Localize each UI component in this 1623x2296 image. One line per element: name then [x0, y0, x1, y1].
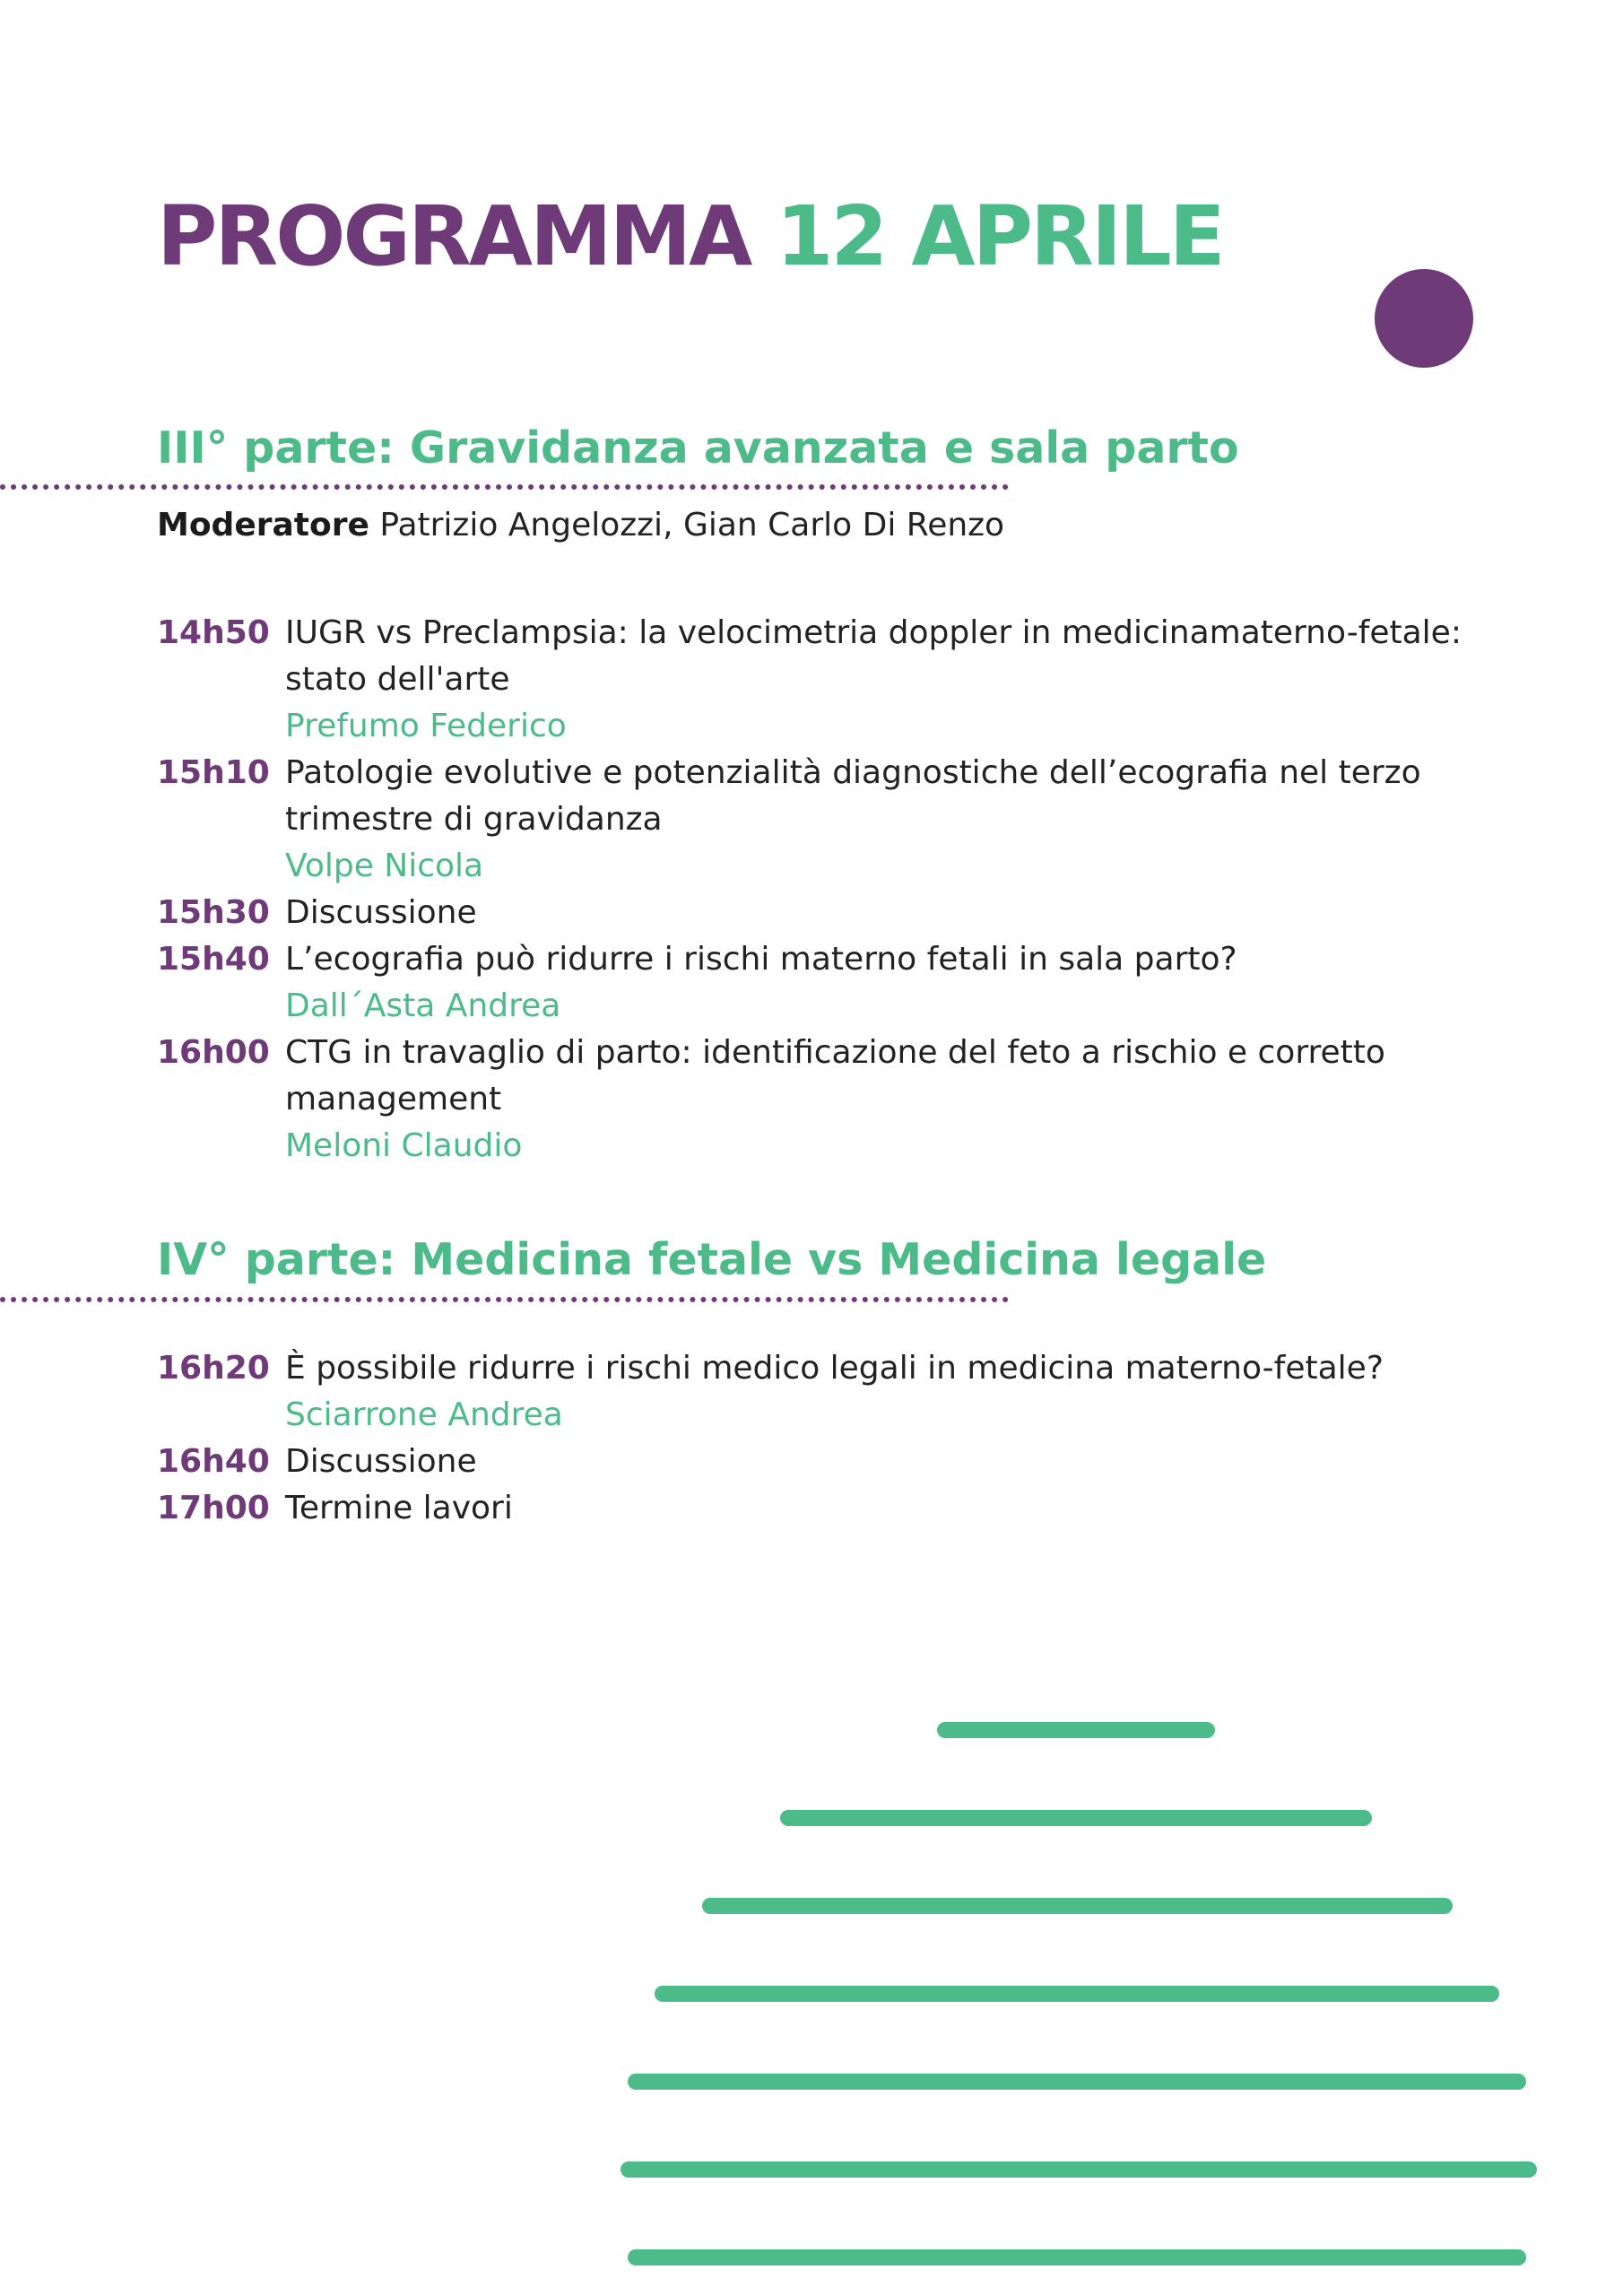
agenda-time: 16h20: [157, 1350, 270, 1387]
title-date: 12 APRILE: [776, 188, 1223, 284]
agenda-item: [157, 890, 1502, 936]
agenda-item: [157, 1485, 1502, 1532]
agenda-time: 15h10: [157, 754, 270, 791]
agenda-item: [157, 750, 1502, 890]
agenda-topic: Termine lavori: [285, 1490, 513, 1526]
moderator-names: Patrizio Angelozzi, Gian Carlo Di Renzo: [379, 507, 1005, 544]
page-title: [157, 188, 1223, 284]
section-divider: [0, 484, 1009, 490]
moderator-line: [157, 507, 1004, 544]
section-title-iv: IV° parte: Medicina fetale vs Medicina legale: [157, 1234, 1267, 1285]
agenda-topic: È possibile ridurre i rischi medico legali in medicina materno-fetale?: [285, 1350, 1384, 1387]
decorative-line: [621, 2161, 1537, 2178]
agenda-speaker: Sciarrone Andrea: [285, 1396, 563, 1433]
decorative-line: [628, 2074, 1526, 2090]
decorative-circle: [1375, 269, 1473, 368]
agenda-time: 16h00: [157, 1034, 270, 1071]
agenda-section-iii: [157, 610, 1502, 1170]
agenda-time: 16h40: [157, 1443, 270, 1480]
agenda-topic: L’ecografia può ridurre i rischi materno fetali in sala parto?: [285, 941, 1237, 978]
decorative-line: [937, 1722, 1215, 1738]
agenda-section-iv: [157, 1345, 1502, 1532]
section-divider: [0, 1297, 1009, 1302]
decorative-line: [702, 1898, 1453, 1914]
agenda-speaker: Dall´Asta Andrea: [285, 987, 561, 1024]
agenda-time: 14h50: [157, 614, 270, 651]
agenda-topic: Discussione: [285, 894, 477, 931]
agenda-time: 15h30: [157, 894, 270, 931]
title-programma: PROGRAMMA: [157, 188, 751, 284]
agenda-topic-cont: trimestre di gravidanza: [285, 801, 663, 838]
agenda-item: [157, 1439, 1502, 1485]
decorative-line: [628, 2249, 1526, 2266]
agenda-topic-cont: management: [285, 1081, 502, 1118]
moderator-label: Moderatore: [157, 507, 369, 544]
agenda-item: [157, 610, 1502, 750]
section-title-iii: III° parte: Gravidanza avanzata e sala parto: [157, 422, 1239, 474]
agenda-speaker: Prefumo Federico: [285, 708, 567, 744]
agenda-time: 15h40: [157, 941, 270, 978]
agenda-topic: Discussione: [285, 1443, 477, 1480]
agenda-speaker: Meloni Claudio: [285, 1127, 523, 1164]
agenda-topic: IUGR vs Preclampsia: la velocimetria doppler in medicinamaterno-fetale:: [285, 614, 1462, 651]
agenda-item: [157, 1345, 1502, 1439]
agenda-topic: CTG in travaglio di parto: identificazione del feto a rischio e corretto: [285, 1034, 1385, 1071]
agenda-speaker: Volpe Nicola: [285, 848, 484, 884]
agenda-topic-cont: stato dell'arte: [285, 661, 510, 698]
agenda-item: [157, 936, 1502, 1030]
agenda-time: 17h00: [157, 1490, 270, 1526]
decorative-line: [780, 1810, 1372, 1826]
agenda-topic: Patologie evolutive e potenzialità diagnostiche dell’ecografia nel terzo: [285, 754, 1421, 791]
agenda-item: [157, 1030, 1502, 1170]
decorative-line: [655, 1986, 1499, 2002]
